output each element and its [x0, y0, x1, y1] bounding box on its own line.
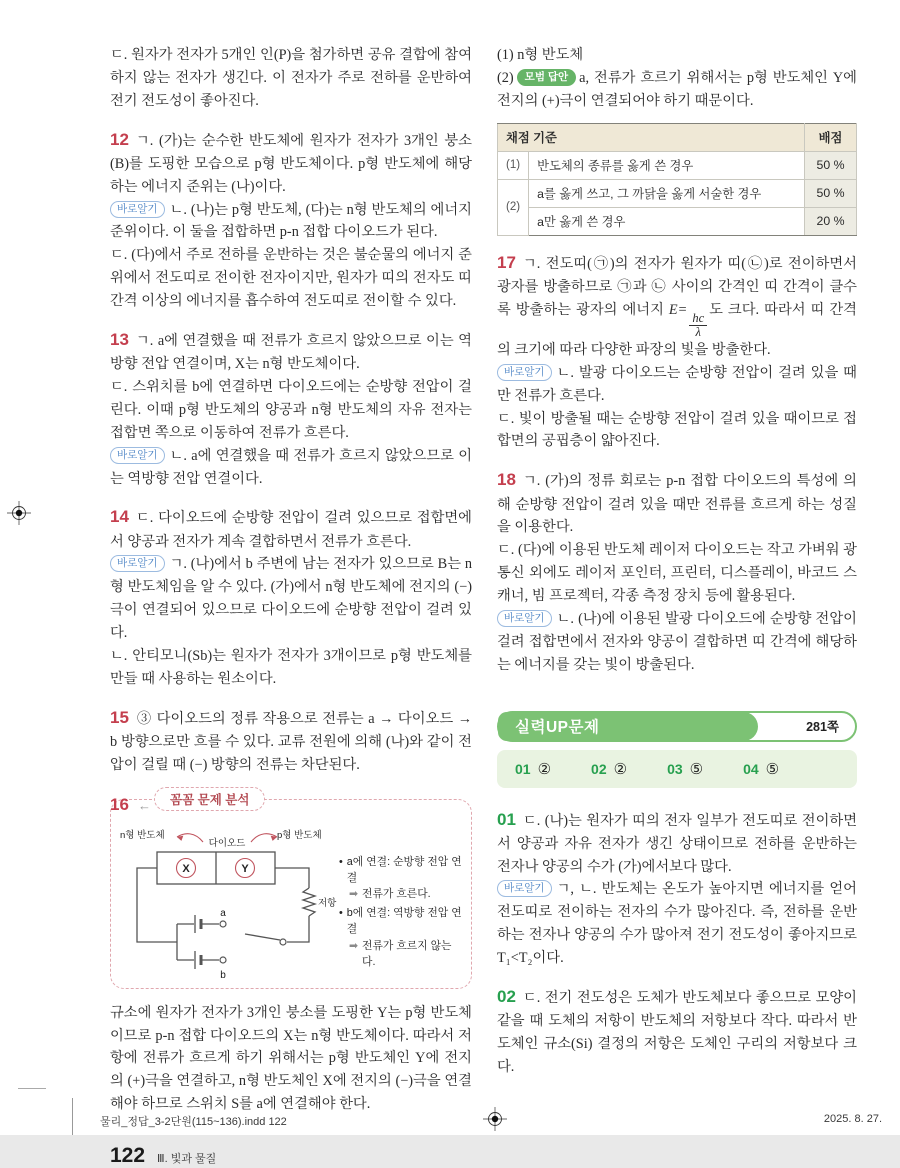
- note-b-result: [339, 938, 463, 970]
- wire-switch: [287, 916, 309, 942]
- note-text: 전류가 흐른다.: [362, 888, 431, 900]
- terminal-a-label: a: [220, 907, 226, 919]
- page-number-block: [110, 1144, 472, 1168]
- answer-text: ㄷ. 다이오드에 순방향 전압이 걸려 있으므로 접합면에서 양공과 전자가 계속 결합하면서 전류가 흐른다.: [110, 510, 472, 550]
- intro-paragraph: [110, 44, 472, 113]
- answer-text: ㄴ. (나)에 이용된 발광 다이오드에 순방향 전압이 걸려 접합면에서 전자와 양공이 결합하면 띠 간격에 해당하는 에너지를 갖는 빛이 방출된다.: [497, 610, 857, 673]
- level-up-title-area: [498, 712, 758, 741]
- right-column: [497, 44, 857, 1079]
- note-b: [339, 905, 463, 937]
- y-label: Y: [241, 862, 249, 875]
- diode-label: 다이오드: [208, 837, 246, 849]
- denominator: λ: [695, 324, 701, 339]
- circuit-analysis-figure: [110, 799, 472, 989]
- answer-text: ㄱ, ㄴ. 반도체는 온도가 높아지면 에너지를 얻어 전도띠로 전이하는 전자의 수가 많아진다. 즉, 전하를 운반하는 전자나 양공의 수가 많아져 전기 전도성이 좋아지므로 T₁<T₂이다.: [497, 881, 857, 967]
- n-type-label: n형 반도체: [120, 829, 165, 841]
- item-number: 18: [497, 470, 516, 490]
- registration-mark: [482, 1106, 508, 1132]
- page-reference-text: 281쪽: [806, 720, 839, 734]
- answer-text: ㄴ. a에 연결했을 때 전류가 흐르지 않았으므로 이는 역방향 전압 연결이다.: [110, 447, 472, 487]
- chapter-title: Ⅲ. 빛과 물질: [157, 1153, 217, 1165]
- figure-notes: [339, 822, 463, 973]
- result-arrow-icon: ➡: [349, 888, 359, 900]
- criteria-header: 채점 기준: [498, 123, 805, 151]
- print-date: 2025. 8. 27.: [823, 1113, 882, 1125]
- x-label: X: [182, 862, 190, 875]
- answer-text: ㄱ. 전도띠(㉠)의 전자가 원자가 띠(㉡)로 전이하면서 광자를 방출하므로 ㉠과 ㉡ 사이의 간격인 띠 간격이 클수록 방출하는 광자의 에너지: [497, 255, 857, 318]
- item-number: 14: [110, 507, 129, 527]
- note-text: b에 연결: 역방향 전압 연결: [346, 907, 462, 936]
- solution-item-18: [497, 466, 857, 676]
- answer-text: ㄱ. (나)에서 b 주변에 남는 전자가 있으므로 B는 n형 반도체임을 알 수 있다. (가)에서 n형 반도체에 전지의 (−)극이 연결되어 있으므로 다이오드에 순방향 전압이 걸려 있다.: [110, 556, 472, 642]
- paragraph: [110, 553, 472, 645]
- p-type-label: p형 반도체: [277, 829, 322, 841]
- row-number: (2): [498, 179, 529, 235]
- answer-text: ㄴ. (나)는 p형 반도체, (다)는 n형 반도체의 에너지 준위이다. 이 둘을 접합하면 p-n 접합 다이오드가 된다.: [110, 201, 472, 241]
- answer-choice: ②: [613, 760, 628, 778]
- paragraph: [110, 645, 472, 691]
- terminal-b: [220, 957, 226, 963]
- analysis-tab: 꼼꼼 문제 분석: [154, 787, 265, 811]
- answer-text: ㄷ. 빛이 방출될 때는 순방향 전압이 걸려 있을 때이므로 접합면의 공핍층이 얇아진다.: [497, 410, 857, 450]
- table-row: [498, 151, 857, 179]
- photon-energy-formula: [668, 301, 709, 339]
- baro-algi-badge: 바로알기: [110, 447, 165, 464]
- baro-algi-badge: 바로알기: [497, 364, 552, 381]
- solution-item-16-body: [110, 1002, 472, 1116]
- diode-circuit-diagram: [117, 822, 339, 980]
- answer-text: ㄷ. (다)에 이용된 반도체 레이저 다이오드는 작고 가벼워 광통신 외에도 레이저 포인터, 프린터, 디스플레이, 바코드 스캐너, 빔 프로젝터, 각종 측정 장치 등에 활용된다.: [497, 542, 857, 604]
- solution-item-15: [110, 704, 472, 777]
- paragraph: [497, 983, 857, 1079]
- criteria-cell: a를 옳게 쓰고, 그 까닭을 옳게 서술한 경우: [529, 179, 805, 207]
- item-number: 17: [497, 252, 516, 272]
- item-number: 01: [497, 809, 516, 829]
- answer-text: ㄷ. 스위치를 b에 연결하면 다이오드에는 순방향 전압이 걸린다. 이때 p형 반도체의 양공과 n형 반도체의 자유 전자는 접합면 쪽으로 이동하여 전류가 흐른다.: [110, 379, 472, 441]
- paragraph: [110, 445, 472, 491]
- left-column: [110, 44, 472, 1168]
- answer-text: ㄷ. (나)는 원자가 띠의 전자 일부가 전도띠로 전이하면서 양공과 자유 전자가 생긴 상태이므로 전하를 운반하는 전자나 양공의 수가 (가)에서보다 많다.: [497, 812, 857, 875]
- solution-item-02: [497, 983, 857, 1079]
- paragraph: [110, 126, 472, 199]
- answer-entry: [743, 760, 779, 778]
- print-filename: 물리_정답_3-2단원(115~136).indd 122: [100, 1116, 287, 1128]
- bullet-icon: •: [339, 907, 343, 920]
- note-a: [339, 854, 463, 886]
- criteria-cell: 반도체의 종류를 옳게 쓴 경우: [529, 151, 805, 179]
- paragraph: [497, 539, 857, 608]
- level-up-section: [497, 711, 857, 788]
- baro-algi-badge: 바로알기: [497, 880, 552, 897]
- answer-entry: [515, 760, 551, 778]
- formula-lead: E=: [668, 301, 688, 318]
- item-number: 02: [497, 986, 516, 1006]
- paragraph: [497, 878, 857, 970]
- paragraph: [110, 503, 472, 553]
- baro-algi-badge: 바로알기: [110, 201, 165, 218]
- level-up-banner: [497, 711, 857, 742]
- answer-text: ㄴ. 안티모니(Sb)는 원자가 전자가 3개이므로 p형 반도체를 만들 때 사용하는 원소이다.: [110, 647, 472, 687]
- points-cell: 50 %: [805, 151, 857, 179]
- terminal-a: [220, 921, 226, 927]
- registration-mark: [6, 500, 32, 526]
- footer-divider: [72, 1098, 73, 1135]
- question-number: 04: [743, 760, 759, 777]
- answer-strip: [497, 750, 857, 788]
- resistor: [303, 888, 315, 916]
- question-number: 02: [591, 760, 607, 777]
- model-answer-badge: 모범 답안: [517, 69, 577, 86]
- solution-item-12: [110, 126, 472, 313]
- page-reference: [806, 713, 839, 740]
- page-number: 122: [110, 1144, 146, 1167]
- answer-choice: ⑤: [765, 760, 780, 778]
- fraction: [689, 312, 707, 339]
- row-number: (1): [498, 151, 529, 179]
- paragraph: [110, 1002, 472, 1116]
- baro-algi-badge: 바로알기: [110, 555, 165, 572]
- table-row: [498, 207, 857, 235]
- table-row: [498, 179, 857, 207]
- question-number: 01: [515, 760, 531, 777]
- points-header: 배점: [805, 123, 857, 151]
- solution-item-17: [497, 249, 857, 454]
- answer-text: 규소에 원자가 전자가 3개인 붕소를 도핑한 Y는 p형 반도체이므로 p-n 접합 다이오드의 X는 n형 반도체이다. 따라서 저항에 전류가 흐르게 하기 위해서는 p형 반도체인 Y에 전지의 (+)극을 연결하고, n형 반도체인 X에 전지의 (−)극을 연결해야 하므로 스위치 S를 a에 연결해야 한다.: [110, 1004, 472, 1113]
- answer-choice: ⑤: [689, 760, 704, 778]
- criteria-cell: a만 옳게 쓴 경우: [529, 207, 805, 235]
- table-header-row: [498, 123, 857, 151]
- paragraph: [497, 362, 857, 408]
- arrow-left-icon: ←: [138, 797, 151, 813]
- answer-text: ㄷ. 전기 전도성은 도체가 반도체보다 좋으므로 모양이 같을 때 도체의 저항이 반도체의 저항보다 작다. 따라서 반도체인 규소(Si) 결정의 저항은 도체인 구리의 저항보다 크다.: [497, 989, 857, 1075]
- result-arrow-icon: ➡: [349, 939, 359, 952]
- answer-text: 도 크다. 따라서 띠 간격의 크기에 따라 다양한 파장의 빛을 방출한다.: [497, 301, 857, 358]
- switch-lever: [245, 934, 280, 940]
- item-number: 16: [110, 794, 129, 814]
- item-number: 15: [110, 707, 129, 727]
- paragraph: [110, 244, 472, 313]
- terminal-b-label: b: [220, 969, 226, 981]
- answer-prefix: (2): [497, 69, 514, 86]
- solution-item-16: [110, 792, 472, 989]
- answer-text: ㄷ. (다)에서 주로 전하를 운반하는 것은 불순물의 에너지 준위에서 전도띠로 전이한 전자이지만, 원자가 띠의 전자도 띠 간격 이상의 에너지를 흡수하여 전도띠로 전이할 수 있다.: [110, 247, 472, 310]
- item-number: 12: [110, 129, 129, 149]
- paragraph: [110, 199, 472, 245]
- paragraph: [497, 806, 857, 879]
- answer-choice: ②: [537, 760, 552, 778]
- answer-text: ③ 다이오드의 정류 작용으로 전류는 a → 다이오드 → b 방향으로만 흐를 수 있다. 교류 전원에 의해 (나)와 같이 전압이 걸릴 때 (−) 방향의 전류는 차단된다.: [110, 710, 472, 773]
- answer-text: a, 전류가 흐르기 위해서는 p형 반도체인 Y에 전지의 (+)극이 연결되어야 하기 때문이다.: [497, 69, 857, 109]
- paragraph: [497, 408, 857, 454]
- sub-answer-1: [497, 44, 857, 67]
- solution-item-13: [110, 326, 472, 490]
- paragraph: [110, 376, 472, 445]
- answer-entry: [667, 760, 703, 778]
- solution-item-14: [110, 503, 472, 690]
- note-a-result: [339, 886, 463, 902]
- answer-text: ㄴ. 발광 다이오드는 순방향 전압이 걸려 있을 때만 전류가 흐른다.: [497, 364, 857, 404]
- question-number: 03: [667, 760, 683, 777]
- resistor-label: 저항: [318, 897, 337, 909]
- paragraph: [110, 704, 472, 777]
- switch-pivot: [280, 939, 286, 945]
- answer-text: (1) n형 반도체: [497, 47, 584, 63]
- paragraph: [497, 466, 857, 539]
- answer-entry: [591, 760, 627, 778]
- item-number: 13: [110, 329, 129, 349]
- note-text: a에 연결: 순방향 전압 연결: [346, 855, 462, 884]
- paragraph: [110, 326, 472, 376]
- answer-text: ㄱ. (가)의 정류 회로는 p-n 접합 다이오드의 특성에 의해 순방향 전압이 걸려 있을 때만 전류를 흐르게 하는 성질을 이용한다.: [497, 473, 857, 536]
- answer-text: ㄱ. a에 연결했을 때 전류가 흐르지 않았으므로 이는 역방향 전압 연결이며, X는 n형 반도체이다.: [110, 332, 472, 373]
- trim-mark: [18, 1088, 46, 1089]
- note-text: 전류가 흐르지 않는다.: [362, 939, 452, 968]
- solution-item-01: [497, 806, 857, 970]
- answer-text: ㄱ. (가)는 순수한 반도체에 원자가 전자가 3개인 붕소(B)를 도핑한 모습으로 p형 반도체이다. p형 반도체에 해당하는 에너지 준위는 (나)이다.: [110, 132, 472, 195]
- points-cell: 20 %: [805, 207, 857, 235]
- baro-algi-badge: 바로알기: [497, 610, 552, 627]
- wire-right: [275, 868, 309, 888]
- section-title: 실력UP문제: [515, 719, 600, 736]
- bullet-icon: •: [339, 855, 343, 868]
- sub-answer-2: [497, 67, 857, 113]
- paragraph: [497, 608, 857, 677]
- points-cell: 50 %: [805, 179, 857, 207]
- numerator: hc: [689, 312, 707, 326]
- grading-criteria-table: [497, 123, 857, 236]
- answer-text: ㄷ. 원자가 전자가 5개인 인(P)을 첨가하면 공유 결합에 참여하지 않는 전자가 생긴다. 이 전자가 주로 전하를 운반하여 전기 전도성이 좋아진다.: [110, 47, 472, 109]
- paragraph: [497, 249, 857, 362]
